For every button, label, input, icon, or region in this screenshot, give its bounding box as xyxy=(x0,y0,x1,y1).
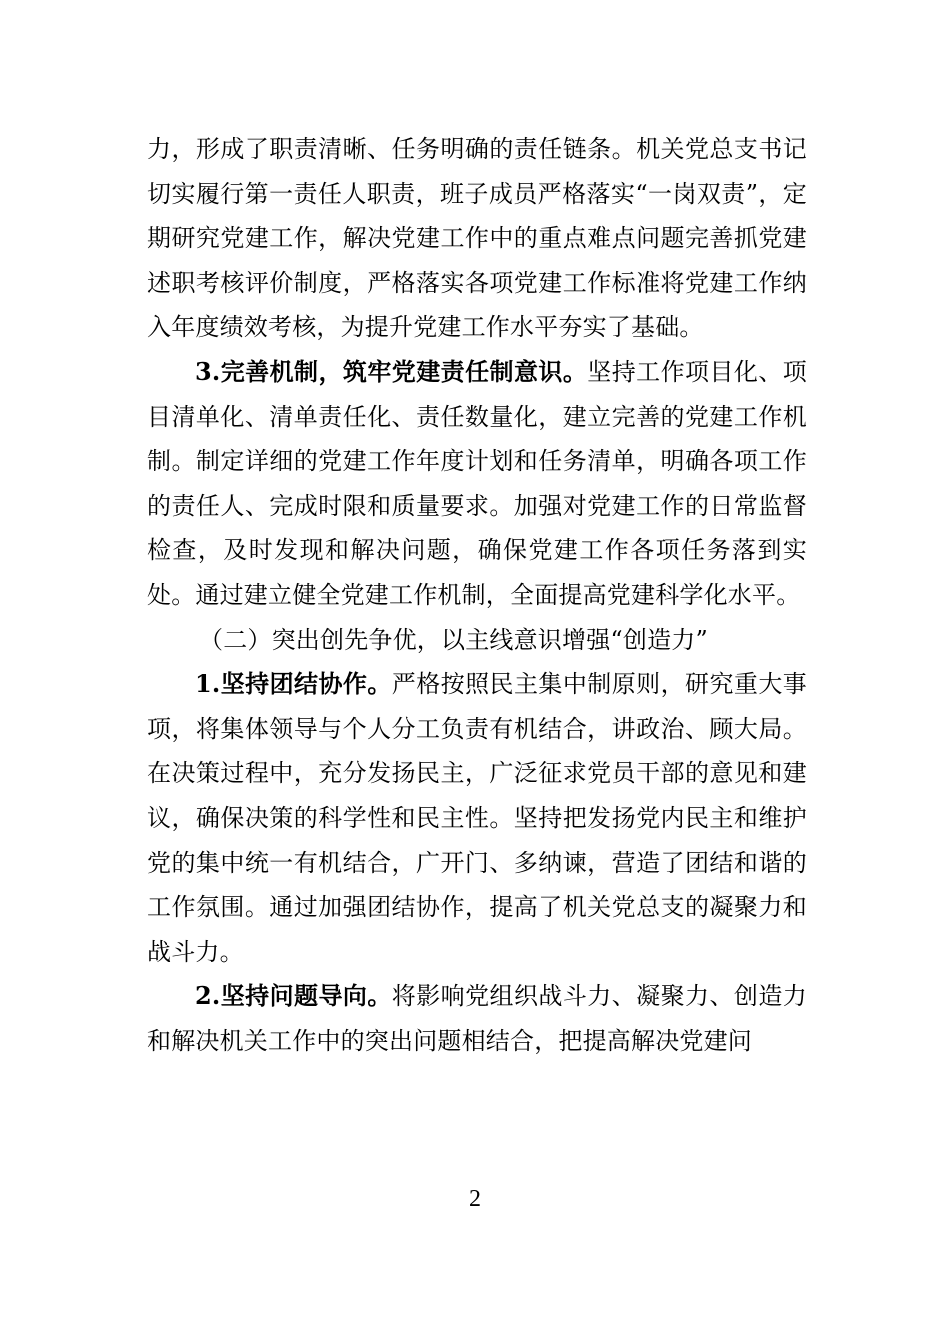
paragraph-lead: 3.完善机制，筑牢党建责任制意识。 xyxy=(195,356,588,386)
paragraph-lead: 2.坚持问题导向。 xyxy=(195,981,392,1011)
body-text xyxy=(147,127,807,1063)
paragraph-text: 坚持工作项目化、项目清单化、清单责任化、责任数量化，建立完善的党建工作机制。制定详细的党建工作年度计划和任务清单，明确各项工作的责任人、完成时限和质量要求。加强对党建工作的日常监督检查，及时发现和解决问题，确保党建工作各项任务落到实处。通过建立健全党建工作机制，全面提高党建科学化水平。 xyxy=(147,357,807,609)
paragraph-improve-mechanism xyxy=(147,350,807,618)
paragraph-unity-cooperation xyxy=(147,662,807,974)
paragraph-text: 严格按照民主集中制原则，研究重大事项，将集体领导与个人分工负责有机结合，讲政治、顾大局。在决策过程中，充分发扬民主，广泛征求党员干部的意见和建议，确保决策的科学性和民主性。坚持把发扬党内民主和维护党的集中统一有机结合，广开门、多纳谏，营造了团结和谐的工作氛围。通过加强团结协作，提高了机关党总支的凝聚力和战斗力。 xyxy=(147,670,807,966)
section-heading-text: （二）突出创先争优，以主线意识增强“创造力” xyxy=(199,625,708,654)
paragraph-lead: 1.坚持团结协作。 xyxy=(195,669,392,699)
paragraph-continuation xyxy=(147,127,807,350)
paragraph-text: 力，形成了职责清晰、任务明确的责任链条。机关党总支书记切实履行第一责任人职责，班子成员严格落实“一岗双责”，定期研究党建工作，解决党建工作中的重点难点问题完善抓党建述职考核评价制度，严格落实各项党建工作标准将党建工作纳入年度绩效考核，为提升党建工作水平夯实了基础。 xyxy=(147,135,807,342)
section-heading xyxy=(147,618,807,663)
paragraph-problem-oriented xyxy=(147,974,807,1063)
page-number: 2 xyxy=(469,1186,481,1212)
paragraph-text: 将影响党组织战斗力、凝聚力、创造力和解决机关工作中的突出问题相结合，把提高解决党建问 xyxy=(147,982,807,1055)
